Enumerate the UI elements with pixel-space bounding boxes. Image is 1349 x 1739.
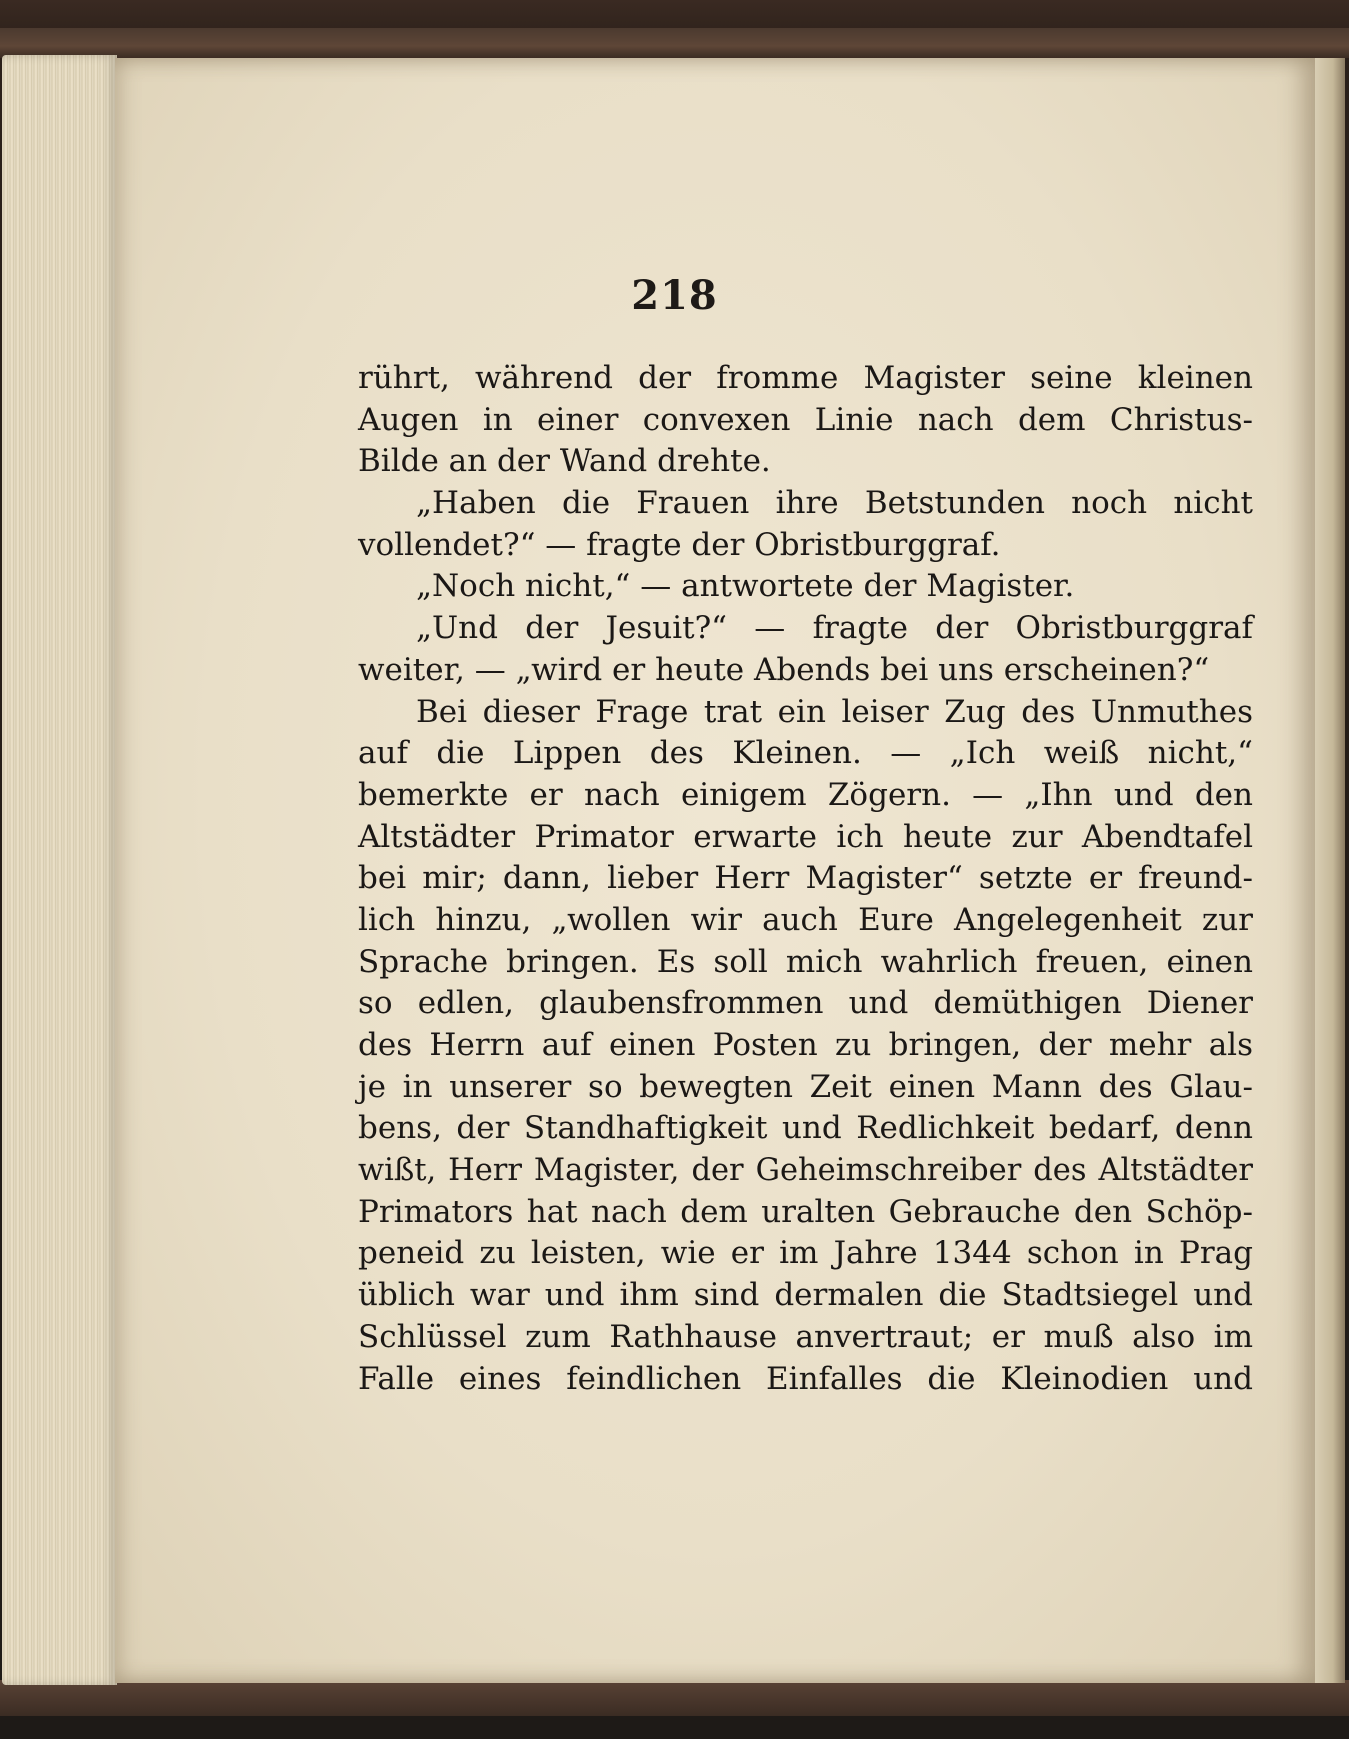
text-line: Augen in einer convexen Linie nach dem Christus- [358,401,1253,438]
text-line: üblich war und ihm sind dermalen die Stadtsiegel und [358,1277,1253,1314]
text-line: „Noch nicht,“ — antwortete der Magister. [416,568,1075,605]
text-line: auf die Lippen des Kleinen. — „Ich weiß nicht,“ [358,735,1253,772]
text-line: Bei dieser Frage trat ein leiser Zug des Unmuthes [416,693,1253,730]
text-line: lich hinzu, „wollen wir auch Eure Angelegenheit zur [358,901,1253,938]
text-line: bei mir; dann, lieber Herr Magister“ setzte er freund- [358,860,1253,897]
text-line: des Herrn auf einen Posten zu bringen, der mehr als [358,1027,1253,1063]
text-line: rührt, während der fromme Magister seine kleinen [358,360,1253,396]
text-line: Bilde an der Wand drehte. [358,443,771,480]
text-line: Primators hat nach dem uralten Gebrauche den Schöp- [358,1193,1253,1230]
text-line: Sprache bringen. Es soll mich wahrlich freuen, einen [358,943,1253,980]
text-line: je in unserer so bewegten Zeit einen Mann des Glau- [358,1068,1253,1105]
text-line: vollendet?“ — fragte der Obristburggraf. [358,526,1001,563]
text-line: bens, der Standhaftigkeit und Redlichkeit bedarf, denn [358,1110,1253,1147]
body-text [358,358,1253,1400]
text-line: „Haben die Frauen ihre Betstunden noch nicht [416,485,1253,522]
text-line: Altstädter Primator erwarte ich heute zur Abendtafel [358,818,1253,855]
text-line: so edlen, glaubensfrommen und demüthigen Diener [358,985,1253,1022]
text-line: Schlüssel zum Rathhause anvertraut; er muß also im [358,1318,1253,1355]
text-line: Falle eines feindlichen Einfalles die Kleinodien und [358,1360,1253,1397]
text-line: wißt, Herr Magister, der Geheimschreiber des Altstädter [358,1153,1253,1189]
text-line: peneid zu leisten, wie er im Jahre 1344 schon in Prag [358,1235,1253,1272]
text-line: bemerkte er nach einigem Zögern. — „Ihn und den [358,776,1253,813]
text-line: „Und der Jesuit?“ — fragte der Obristburggraf [416,610,1253,647]
page-number: 218 [631,272,718,319]
book-cover-top [0,28,1349,58]
book-cover-bottom [0,1680,1349,1716]
text-line: weiter, — „wird er heute Abends bei uns erscheinen?“ [358,651,1210,688]
